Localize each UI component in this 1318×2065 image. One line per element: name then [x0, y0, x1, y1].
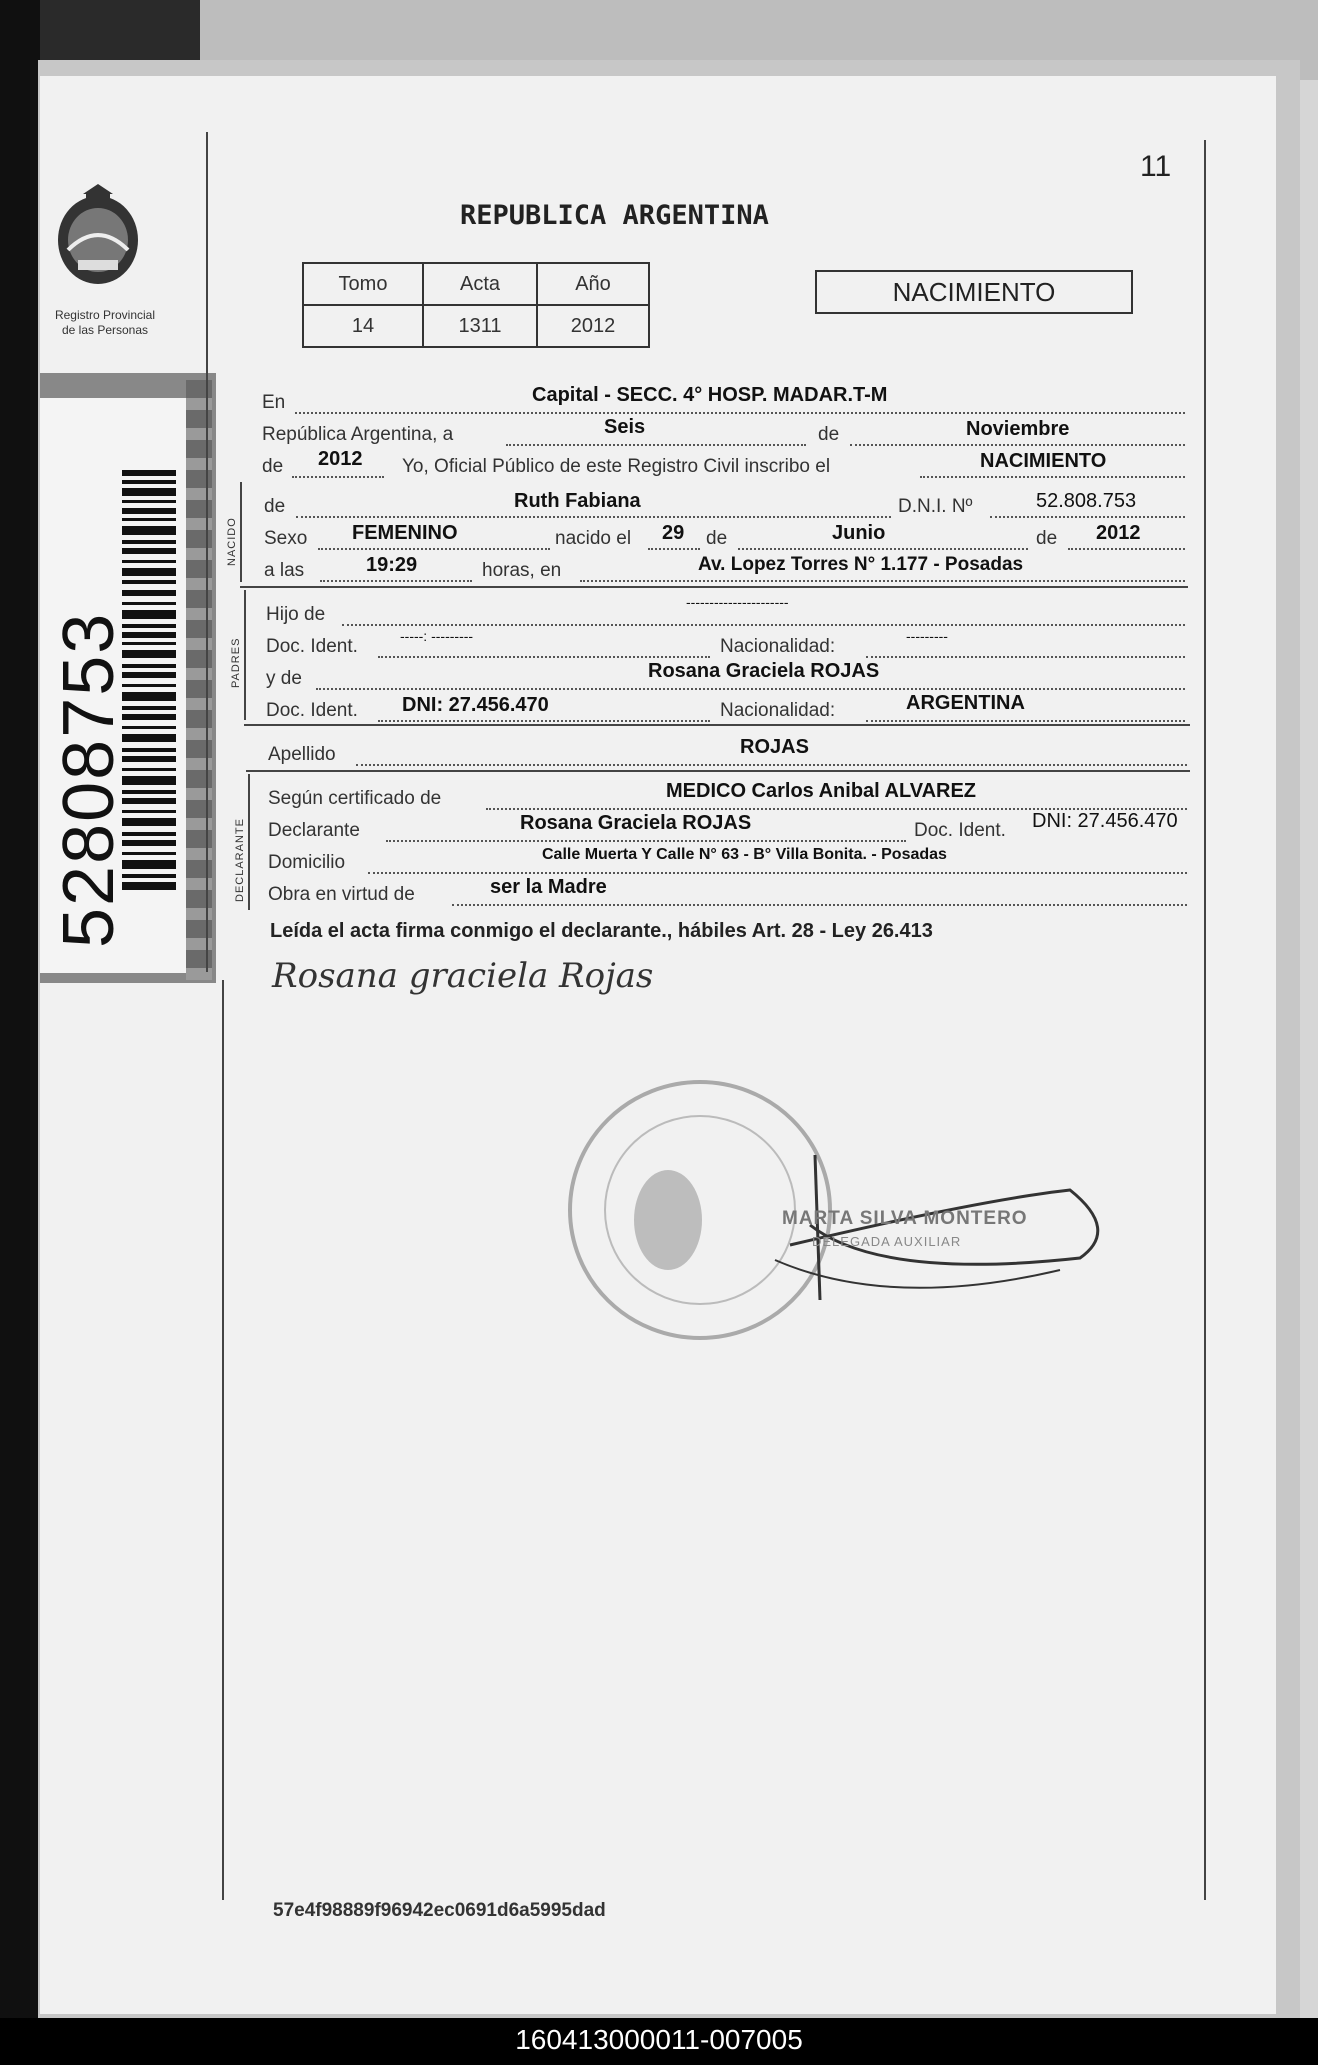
value-madre-nac: ARGENTINA [906, 692, 1025, 714]
dotted-line [866, 720, 1185, 722]
value-mes-nac: Junio [832, 522, 886, 544]
margin-rule [206, 132, 208, 972]
dotted-line [342, 624, 1185, 626]
label-doc-ident-padre: Doc. Ident. [266, 636, 358, 657]
label-segun: Según certificado de [268, 788, 442, 809]
dotted-line [850, 444, 1185, 446]
right-margin-rule [1204, 140, 1206, 1900]
barcode-number: 52808753 [49, 611, 129, 948]
side-label-padres: PADRES [230, 637, 242, 688]
page-number: 11 [1140, 150, 1172, 183]
dotted-line [378, 656, 710, 658]
value-nombre: Ruth Fabiana [514, 490, 641, 512]
label-apellido: Apellido [268, 744, 336, 765]
dotted-line [990, 516, 1185, 518]
dotted-line [1068, 548, 1185, 550]
dotted-line [452, 904, 1187, 906]
label-domicilio: Domicilio [268, 852, 346, 873]
value-lugar: Capital - SECC. 4° HOSP. MADAR.T-M [532, 384, 888, 406]
label-horas-en: horas, en [482, 560, 562, 581]
value-obra: ser la Madre [490, 876, 607, 898]
closing-statement: Leída el acta firma conmigo el declarante., hábiles Art. 28 - Ley 26.413 [270, 920, 933, 942]
table-cell: 1311 [423, 305, 537, 347]
dotted-line [318, 548, 550, 550]
dotted-line [378, 720, 710, 722]
dotted-line [866, 656, 1185, 658]
section-divider [244, 724, 1190, 726]
label-de-anio: de [262, 456, 284, 477]
label-de-nombre: de [264, 496, 286, 517]
registry-table [302, 262, 650, 348]
label-nacionalidad-padre: Nacionalidad: [720, 636, 836, 657]
label-de-dia: de [706, 528, 728, 549]
label-a-las: a las [264, 560, 305, 581]
table-row [303, 263, 649, 305]
value-domicilio: Calle Muerta Y Calle N° 63 - B° Villa Bonita. - Posadas [542, 846, 947, 863]
value-certificado: MEDICO Carlos Anibal ALVAREZ [666, 780, 977, 802]
value-padre-doc: -----: --------- [400, 628, 474, 644]
dotted-line [295, 412, 1185, 414]
label-doc-ident-madre: Doc. Ident. [266, 700, 358, 721]
barcode-icon [122, 470, 176, 890]
dotted-line [292, 476, 384, 478]
side-label-nacido: NACIDO [226, 517, 238, 566]
section-divider [240, 586, 1188, 588]
stamp-title: DELEGADA AUXILIAR [812, 1234, 962, 1249]
value-dia: Seis [604, 416, 646, 438]
stamp-name: MARTA SILVA MONTERO [782, 1208, 1028, 1229]
dotted-line [386, 840, 906, 842]
value-padre-nac: --------- [906, 628, 948, 644]
section-rule [240, 482, 242, 582]
side-label-declarante: DECLARANTE [234, 818, 246, 902]
value-lugar-nac: Av. Lopez Torres N° 1.177 - Posadas [698, 554, 1024, 575]
value-apellido: ROJAS [740, 736, 809, 758]
provincial-seal-icon [48, 180, 148, 290]
label-obra: Obra en virtud de [268, 884, 415, 905]
dotted-line [580, 580, 1185, 582]
table-cell: 2012 [537, 305, 649, 347]
table-row [303, 305, 649, 347]
security-pattern [186, 380, 212, 980]
handwritten-signature: Rosana graciela Rojas [272, 956, 654, 996]
table-header: Tomo [303, 263, 423, 305]
table-header: Acta [423, 263, 537, 305]
org-line1: Registro Provincial [54, 308, 156, 322]
dotted-line [296, 516, 891, 518]
dotted-line [320, 580, 472, 582]
value-sexo: FEMENINO [352, 522, 458, 544]
dotted-line [506, 444, 806, 446]
org-line2: de las Personas [61, 323, 149, 337]
margin-rule-lower [222, 980, 224, 1900]
document-title: REPUBLICA ARGENTINA [460, 200, 769, 231]
value-dni: 52.808.753 [1036, 490, 1137, 512]
registry-organization [30, 308, 180, 338]
label-hijo-de: Hijo de [266, 604, 326, 625]
value-tipo: NACIMIENTO [980, 450, 1107, 472]
label-nacido-el: nacido el [555, 528, 632, 549]
dotted-line [738, 548, 1028, 550]
dotted-line [356, 764, 1187, 766]
footer-code: 160413000011-007005 [515, 2024, 803, 2055]
section-rule [248, 774, 250, 910]
value-madre: Rosana Graciela ROJAS [648, 660, 880, 682]
label-republica: República Argentina, a [262, 424, 454, 445]
label-nacionalidad-madre: Nacionalidad: [720, 700, 836, 721]
label-de-anio2: de [1036, 528, 1058, 549]
label-de-mes: de [818, 424, 840, 445]
section-rule [244, 590, 246, 720]
table-cell: 14 [303, 305, 423, 347]
dotted-line [316, 688, 1185, 690]
section-divider [246, 770, 1190, 772]
table-header: Año [537, 263, 649, 305]
label-dni: D.N.I. Nº [898, 496, 973, 517]
value-hora: 19:29 [366, 554, 418, 576]
document-hash: 57e4f98889f96942ec0691d6a5995dad [273, 1900, 606, 1921]
value-declarante-doc: DNI: 27.456.470 [1032, 810, 1178, 832]
value-padre: ---------------------- [686, 594, 789, 610]
value-anio: 2012 [318, 448, 363, 470]
value-dia-nac: 29 [662, 522, 685, 544]
label-sexo: Sexo [264, 528, 308, 549]
value-madre-doc: DNI: 27.456.470 [402, 694, 549, 716]
label-en: En [262, 392, 286, 413]
dotted-line [920, 476, 1185, 478]
label-yo-oficial: Yo, Oficial Público de este Registro Civil inscribo el [402, 456, 831, 477]
label-doc-ident-declarante: Doc. Ident. [914, 820, 1006, 841]
act-type-box: NACIMIENTO [815, 270, 1133, 314]
value-anio-nac: 2012 [1096, 522, 1141, 544]
label-declarante: Declarante [268, 820, 360, 841]
label-y-de: y de [266, 668, 302, 689]
value-mes: Noviembre [966, 418, 1070, 440]
dotted-line [368, 872, 1187, 874]
dotted-line [648, 548, 700, 550]
value-declarante: Rosana Graciela ROJAS [520, 812, 752, 834]
document-page [40, 76, 1276, 2014]
